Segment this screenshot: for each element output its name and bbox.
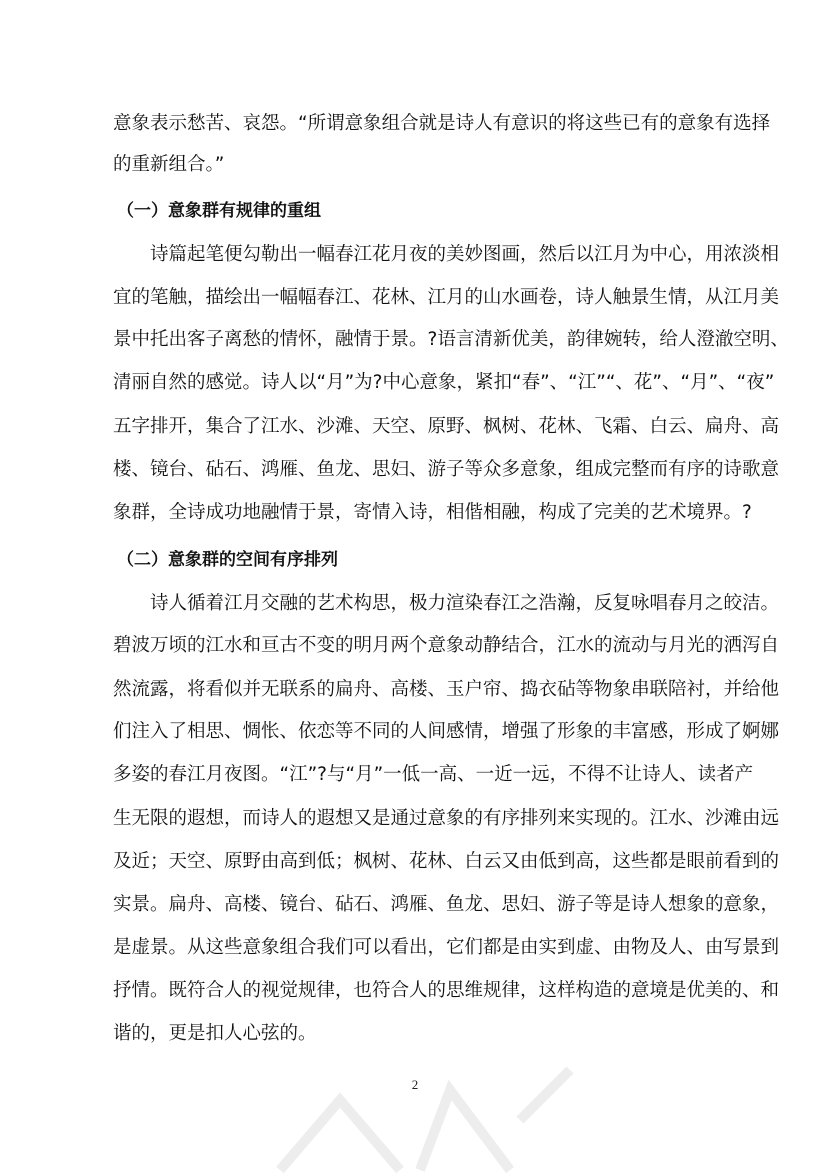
paragraph-line: 及近；天空、原野由高到低；枫树、花林、白云又由低到高，这些都是眼前看到的 bbox=[113, 851, 780, 872]
paragraph-line: 的重新组合。” bbox=[113, 154, 225, 175]
paragraph-line: 诗人循着江月交融的艺术构思，极力渲染春江之浩瀚，反复咏唱春月之皎洁。 bbox=[113, 593, 780, 614]
paragraph-line: 意象表示愁苦、哀怨。“所谓意象组合就是诗人有意识的将这些已有的意象有选择 bbox=[113, 113, 771, 134]
paragraph-line: 谐的，更是扣人心弦的。 bbox=[113, 1023, 317, 1044]
page-number: 2 bbox=[411, 1077, 419, 1092]
paragraph-line: 多姿的春江月夜图。“江”?与“月”一低一高、一近一远，不得不让诗人、读者产 bbox=[113, 764, 754, 785]
section-heading-2: （二）意象群的空间有序排列 bbox=[117, 550, 338, 570]
paragraph-line: 清丽自然的感觉。诗人以“月”为?中心意象，紧扣“春”、“江”“、花”、“月”、“夜” bbox=[113, 372, 775, 393]
paragraph-line: 碧波万顷的江水和亘古不变的明月两个意象动静结合，江水的流动与月光的洒泻自 bbox=[113, 635, 780, 656]
paragraph-line: 然流露，将看似并无联系的扁舟、高楼、玉户帘、捣衣砧等物象串联陪衬，并给他 bbox=[113, 679, 780, 700]
paragraph-line: 宜的笔触，描绘出一幅幅春江、花林、江月的山水画卷，诗人触景生情，从江月美 bbox=[113, 287, 780, 308]
paragraph-line: 生无限的遐想，而诗人的遐想又是通过意象的有序排列来实现的。江水、沙滩由远 bbox=[113, 808, 780, 829]
paragraph-line: 五字排开，集合了江水、沙滩、天空、原野、枫树、花林、飞霜、白云、扁舟、高 bbox=[113, 416, 780, 437]
paragraph-line: 楼、镜台、砧石、鸿雁、鱼龙、思妇、游子等众多意象，组成完整而有序的诗歌意 bbox=[113, 459, 780, 480]
paragraph-line: 景中托出客子离愁的情怀，融情于景。?语言清新优美，韵律婉转，给人澄澈空明、 bbox=[113, 329, 789, 350]
section-heading-1: （一）意象群有规律的重组 bbox=[117, 201, 321, 221]
paragraph-line: 实景。扁舟、高楼、镜台、砧石、鸿雁、鱼龙、思妇、游子等是诗人想象的意象， bbox=[113, 894, 780, 915]
paragraph-line: 抒情。既符合人的视觉规律，也符合人的思维规律，这样构造的意境是优美的、和 bbox=[113, 980, 780, 1001]
paragraph-line: 象群，全诗成功地融情于景，寄情入诗，相偕相融，构成了完美的艺术境界。? bbox=[113, 502, 752, 523]
paragraph-line: 们注入了相思、惆怅、依恋等不同的人间感情，增强了形象的丰富感，形成了婀娜 bbox=[113, 721, 780, 742]
paragraph-line: 是虚景。从这些意象组合我们可以看出，它们都是由实到虚、由物及人、由写景到 bbox=[113, 937, 780, 958]
paragraph-line: 诗篇起笔便勾勒出一幅春江花月夜的美妙图画，然后以江月为中心，用浓淡相 bbox=[113, 244, 780, 265]
